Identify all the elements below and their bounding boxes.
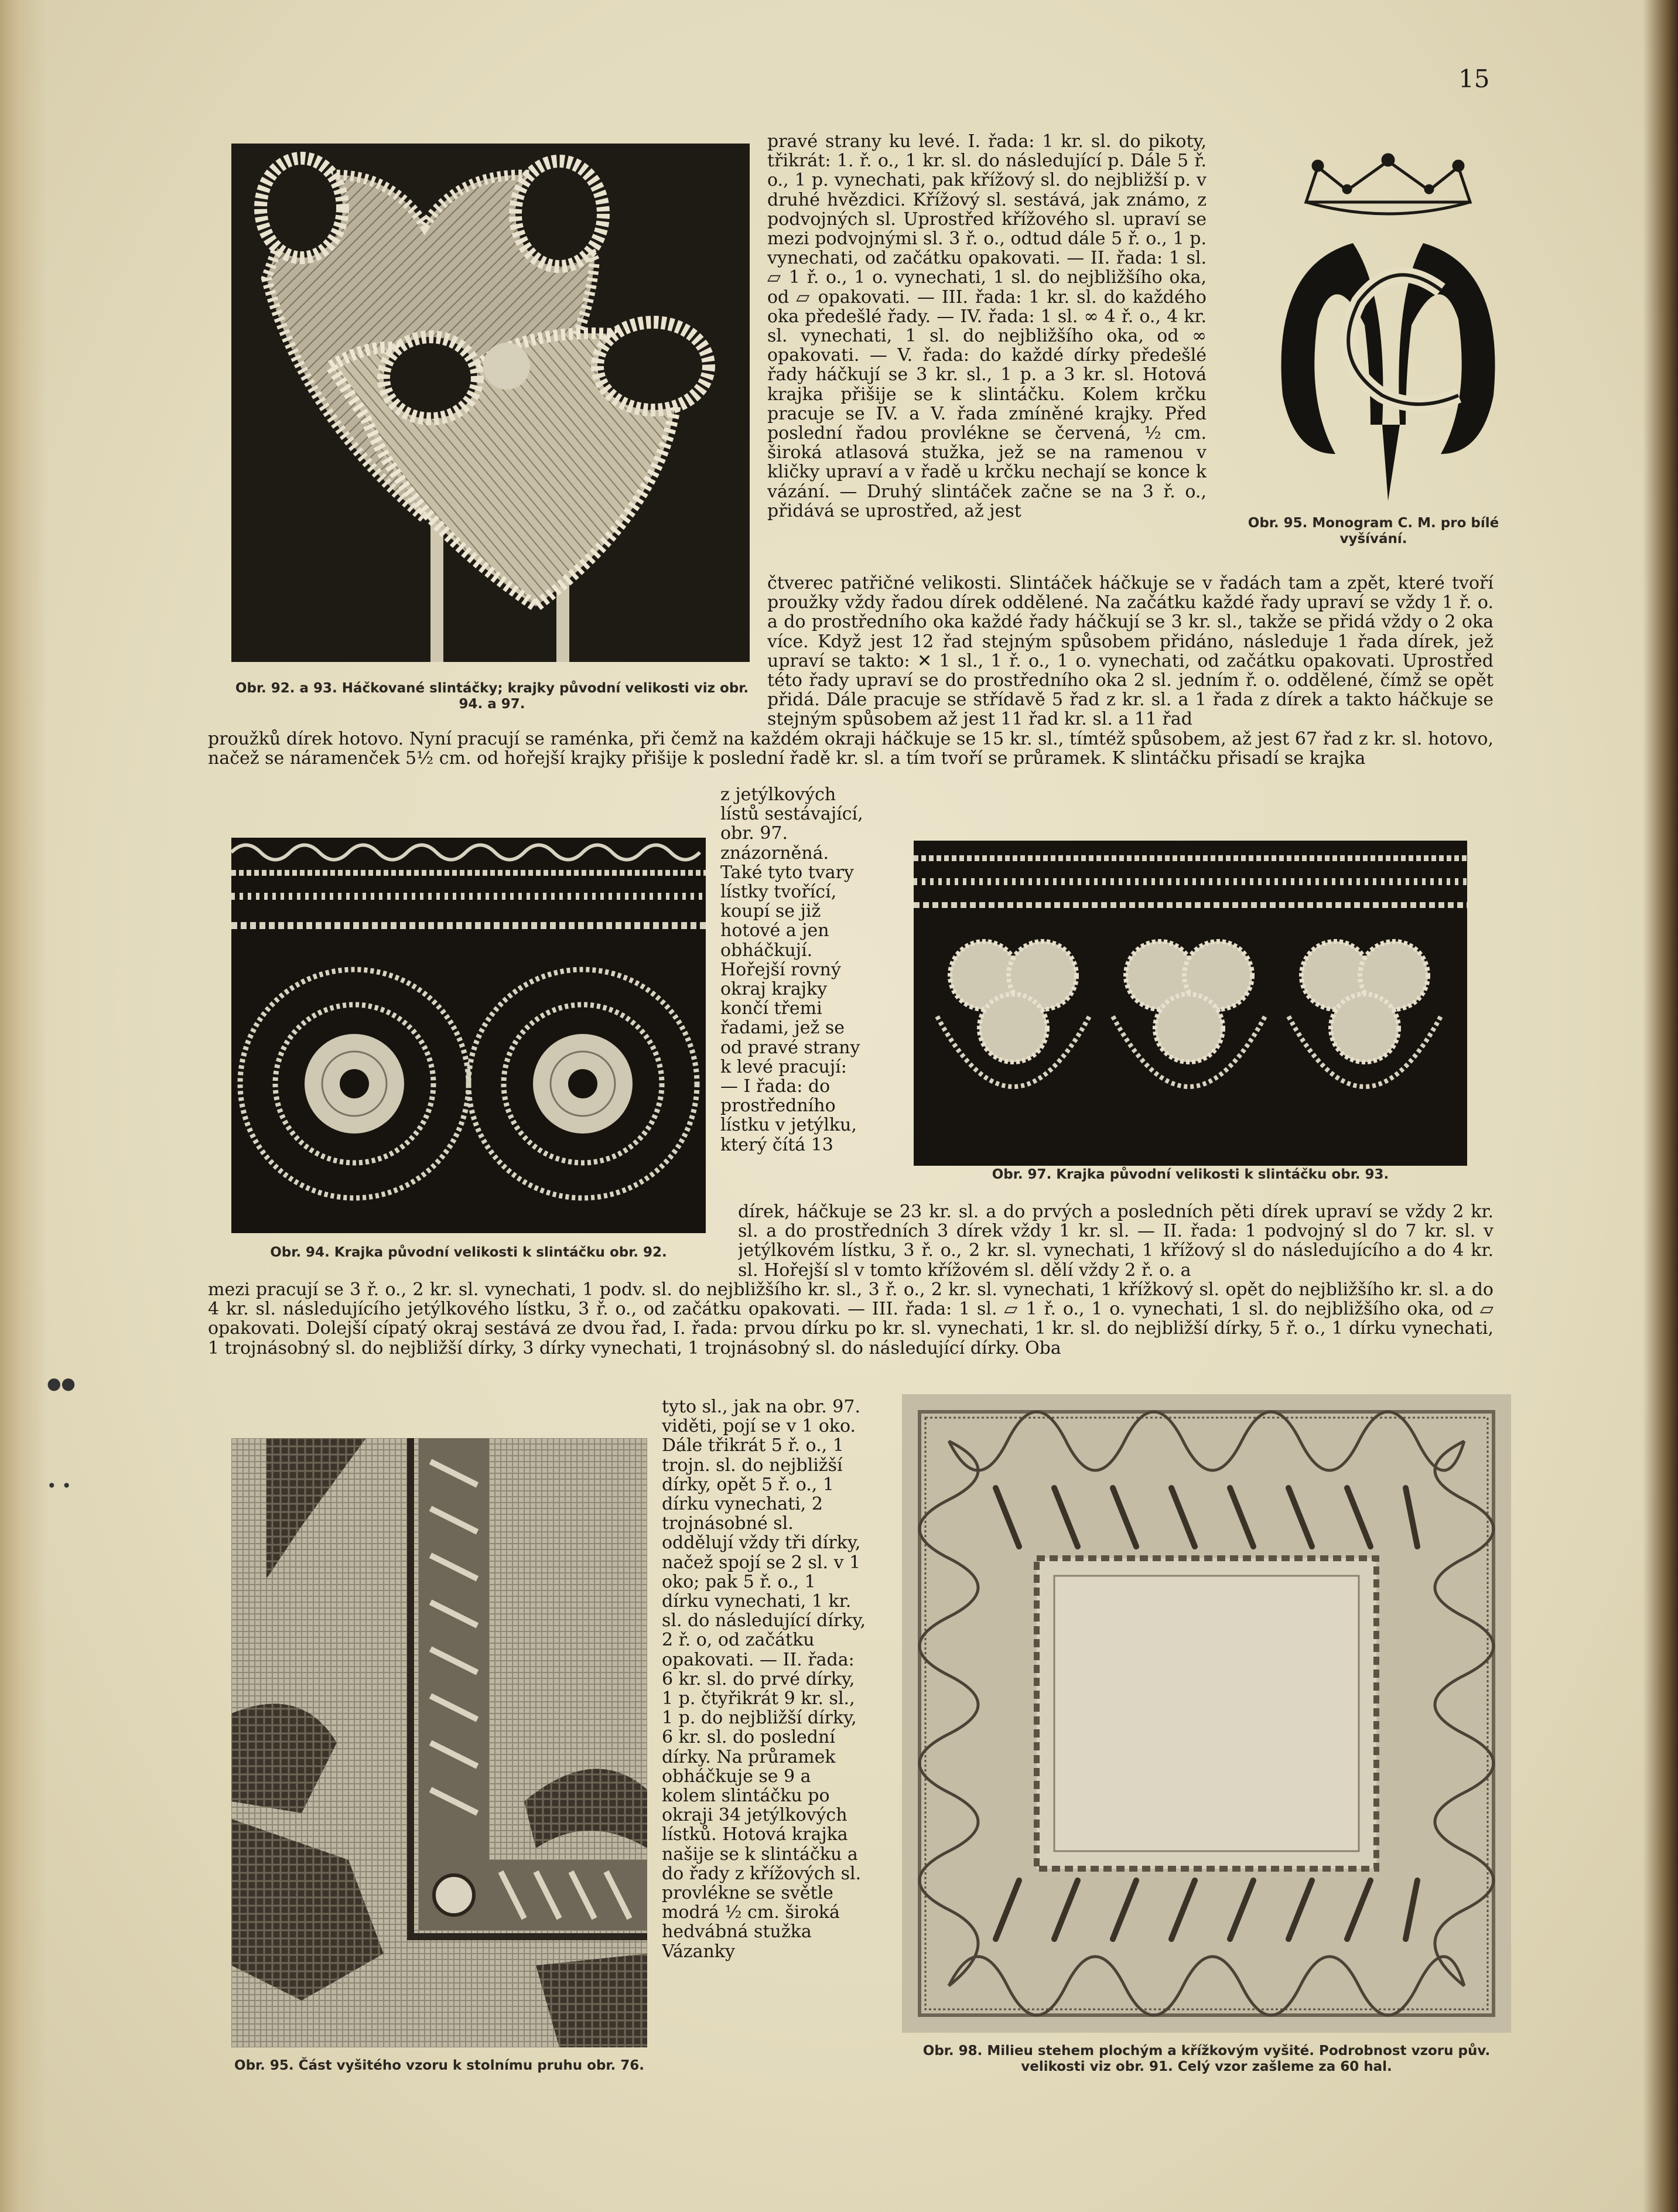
caption-fig95: Obr. 95. Monogram C. M. pro bílé vyšívání. [1248,516,1499,547]
caption-fig94: Obr. 94. Krajka původní velikosti k slintáčku obr. 92. [270,1245,667,1260]
page-edge-shadow-left [0,0,47,2212]
text-wide-block-2: dírek, háčkuje se 23 kr. sl. a do prvých a posledních pěti dírek upraví se vždy 2 kr. sl. a do prostředních 3 dírek vždy 1 kr. sl. — II. řada: 1 podvojný sl do 7 kr. sl. v jetýlkovém lístku, 3 ř. o., 2 kr. sl. vynechati, 1 křížový sl do následujícího a do 4 kr. sl. Hořejší sl v tomto křížovém sl. dělí vždy 2 ř. o. a [738,1202,1494,1280]
margin-mark-1: ●● [47,1374,76,1393]
text-full-width-2: mezi pracují se 3 ř. o., 2 kr. sl. vynechati, 1 podv. sl. do nejbližšího kr. sl., 3 ř. o., 2 kr. sl. vynechati, 1 křížkový sl. opět do nejbližšího kr. sl. a do 4 kr. sl. následujícího jetýlkového lístku, 3 ř. o., od začátku opakovati. — III. řada: 1 sl. ▱ 1 ř. o., 1 o. vynechati, 1 sl. do nejbližšího oka, od ▱ opakovati. Dolejší cípatý okraj sestává ze dvou řad, I. řada: prvou dírku po kr. sl. vynechati, 1 kr. sl. do nejbližší dírky, 5 ř. o., 1 dírku vynechati, 1 trojnásobný sl. do nejbližší dírky, 3 dírky vynechati, 1 trojnásobný sl. do následující dírky. Oba [208,1280,1494,1358]
figure-monogram [1265,149,1511,513]
caption-fig96: Obr. 95. Část vyšitého vzoru k stolnímu pruhu obr. 76. [234,2058,644,2073]
figure-bibs-photo [231,144,750,662]
text-narrow-column-2: tyto sl., jak na obr. 97. viděti, pojí se v 1 oko. Dále třikrát 5 ř. o., 1 trojn. sl. do nejbližší dírky, opět 5 ř. o., 1 dírku vynechati, 2 trojnásobné sl. oddělují vždy tři dírky, načež spojí se 2 sl. v 1 oko; pak 5 ř. o., 1 dírku vynechati, 1 kr. sl. do následující dírky, 2 ř. o, od začátku opakovati. — II. řada: 6 kr. sl. do prvé dírky, 1 p. čtyřikrát 9 kr. sl., 1 p. do nejbližší dírky, 6 kr. sl. do poslední dírky. Na průramek obháčkuje se 9 a kolem slintáčku po okraji 34 jetýlkových lístků. Hotová krajka našije se k slintáčku a do řady z křížových sl. provlékne se světle modrá ½ cm. široká hedvábná stužka Vázanky [662,1397,866,1962]
figure-milieu-98 [902,1394,1511,2033]
text-top-column: pravé strany ku levé. I. řada: 1 kr. sl. do pikoty, třikrát: 1. ř. o., 1 kr. sl. do následující p. Dále 5 ř. o., 1 p. vynechati, pak křížový sl. do nejbližší p. v druhé hvězdici. Křížový sl. sestává, jak známo, z podvojných sl. Uprostřed křížového sl. upraví se mezi podvojnými sl. 3 ř. o., odtud dále 5 ř. o., 1 p. vynechati, od začátku opakovati. — II. řada: 1 sl. ▱ 1 ř. o., 1 o. vynechati, 1 sl. do nejbližšího oka, od ▱ opakovati. — III. řada: 1 kr. sl. do každého oka předešlé řady. — IV. řada: 1 sl. ∞ 4 ř. o., 4 kr. sl. vynechati, 1 sl. do nejbližšího oka, od ∞ opakovati. — V. řada: do každé dírky předešlé řady háčkují se 3 kr. sl., 1 p. a 3 kr. sl. Hotová krajka přišije se k slintáčku. Kolem krčku pracuje se IV. a V. řada zmíněné krajky. Před poslední řadou provlékne se červená, ½ cm. široká atlasová stužka, jež se na ramenou v kličky upraví a v řadě u krčku nechají se konce k vázání. — Druhý slintáček začne se na 3 ř. o., přidává se uprostřed, až jest [767,132,1207,521]
caption-fig97: Obr. 97. Krajka původní velikosti k slintáčku obr. 93. [992,1167,1389,1182]
figure-lace-94 [231,838,706,1233]
caption-fig92: Obr. 92. a 93. Háčkované slintáčky; krajky původní velikosti viz obr. 94. a 97. [235,681,749,712]
page-edge-shadow-right [1643,0,1678,2212]
crown-icon [1306,155,1470,214]
text-mid-block: čtverec patřičné velikosti. Slintáček háčkuje se v řadách tam a zpět, které tvoří proužky vždy řadou dírek oddělené. Na začátku každé řady upraví se vždy 1 ř. o. a do prostředního oka každé řady háčkují se 3 kr. sl., takže se přidá vždy o 2 oka více. Když jest 12 řad stejným spůsobem přidáno, následuje 1 řada dírek, jež upraví se takto: ✕ 1 sl., 1 ř. o., 1 o. vynechati, od začátku opakovati. Uprostřed této řady upraví se do prostředního oka 2 sl. jedním ř. o. oddělené, čímž se opět přidá. Dále pracuje se střídavě 5 řad z kr. sl. a 1 řada z dírek a takto háčkuje se stejným spůsobem až jest 11 řad kr. sl. a 11 řad [767,574,1494,729]
figure-embroidery-detail [231,1438,647,2047]
margin-mark-2: • • [47,1476,71,1496]
page-number: 15 [1458,64,1490,93]
text-full-width-1: proužků dírek hotovo. Nyní pracují se raménka, při čemž na každém okraji háčkuje se 15 kr. sl., tímtéž spůsobem, až jest 67 řad z kr. sl. hotovo, načež se náramenček 5½ cm. od hořejší krajky přišije k poslední řadě kr. sl. a tím tvoří se průramek. K slintáčku přisadí se krajka [208,729,1494,769]
text-narrow-column-1: z jetýlkových lístů sestávající, obr. 97. znázorněná. Také tyto tvary lístky tvořící, koupí se již hotové a jen obháčkují. Hořejší rovný okraj krajky končí třemi řadami, jež se od pravé strany k levé pracují: — I řada: do prostředního lístku v jetýlku, který čítá 13 [720,785,863,1155]
figure-lace-97 [914,841,1467,1166]
caption-fig98: Obr. 98. Milieu stehem plochým a křížkovým vyšité. Podrobnost vzoru pův. velikosti viz obr. 91. Celý vzor zašleme za 60 hal. [922,2043,1491,2074]
